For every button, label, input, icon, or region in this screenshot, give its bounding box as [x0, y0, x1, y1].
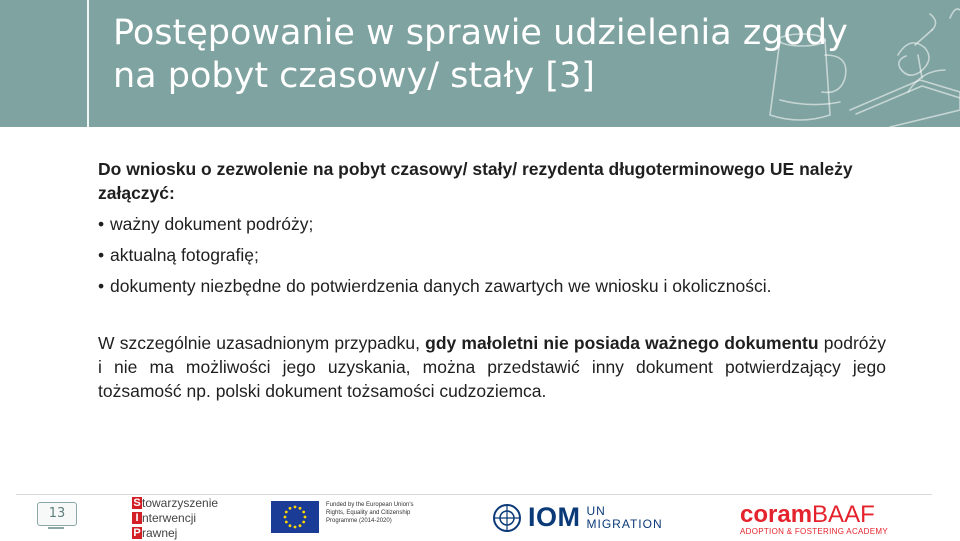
slide-content: [98, 157, 886, 403]
sip-letter: P: [133, 527, 141, 539]
bullet-marker: •: [98, 214, 105, 234]
coram-wordmark: [740, 503, 888, 527]
baaf-text: BAAF: [812, 501, 875, 528]
paragraph-emphasis: gdy małoletni nie posiada ważnego dokumentu: [425, 333, 819, 353]
sip-word: rawnej: [142, 526, 178, 540]
bullet-item: [98, 274, 886, 298]
paragraph-text: W szczególnie uzasadnionym przypadku,: [98, 333, 426, 353]
eu-flag-icon: [271, 501, 319, 533]
sip-logo-row: [132, 496, 218, 510]
bullet-text: ważny dokument podróży;: [110, 214, 314, 234]
sip-letter: I: [132, 512, 142, 524]
sip-logo-row: [132, 526, 218, 540]
iom-subtitle-migration: MIGRATION: [586, 516, 663, 531]
eu-funding-text: Funded by the European Union's Rights, Equality and Citizenship Programme (2014-2020): [326, 502, 414, 524]
sip-letter: S: [133, 497, 141, 509]
bullet-text: dokumenty niezbędne do potwierdzenia danych zawartych we wniosku i okoliczności.: [110, 276, 772, 296]
bullet-marker: •: [98, 245, 105, 265]
intro-text: Do wniosku o zezwolenie na pobyt czasowy/ stały/ rezydenta długoterminowego UE należy załączyć:: [98, 159, 853, 203]
slide-header: [0, 0, 960, 127]
page-number-underline: [48, 527, 64, 529]
page-title: [113, 12, 913, 98]
iom-logo: [492, 502, 663, 533]
bullet-item: [98, 243, 886, 267]
title-line-2: na pobyt czasowy/ stały [3]: [113, 56, 595, 96]
sip-logo: [132, 496, 218, 541]
iom-wordmark: IOM: [528, 502, 581, 532]
sip-word: towarzyszenie: [142, 496, 219, 510]
exception-paragraph: [98, 331, 886, 403]
header-divider: [87, 0, 89, 127]
bullet-text: aktualną fotografię;: [110, 245, 259, 265]
iom-subtitle: [587, 505, 663, 531]
footer-divider: [16, 494, 932, 495]
sip-logo-row: [132, 511, 218, 525]
un-emblem-icon: [492, 503, 522, 533]
bullet-marker: •: [98, 276, 105, 296]
bullet-item: [98, 212, 886, 236]
page-number: 13: [37, 502, 77, 526]
coram-text: coram: [740, 501, 813, 528]
sip-word: nterwencji: [142, 511, 197, 525]
title-line-1: Postępowanie w sprawie udzielenia zgody: [113, 13, 848, 53]
coram-baaf-logo: [740, 503, 888, 537]
paragraph-text: podróży i nie ma możliwości jego uzyskania, można przedstawić inny dokument potwierdzający jego tożsamość np. polski dokument tożsamości cudzoziemca.: [98, 333, 886, 401]
coram-tagline: ADOPTION & FOSTERING ACADEMY: [740, 527, 888, 536]
iom-subtitle-un: UN: [586, 503, 606, 518]
